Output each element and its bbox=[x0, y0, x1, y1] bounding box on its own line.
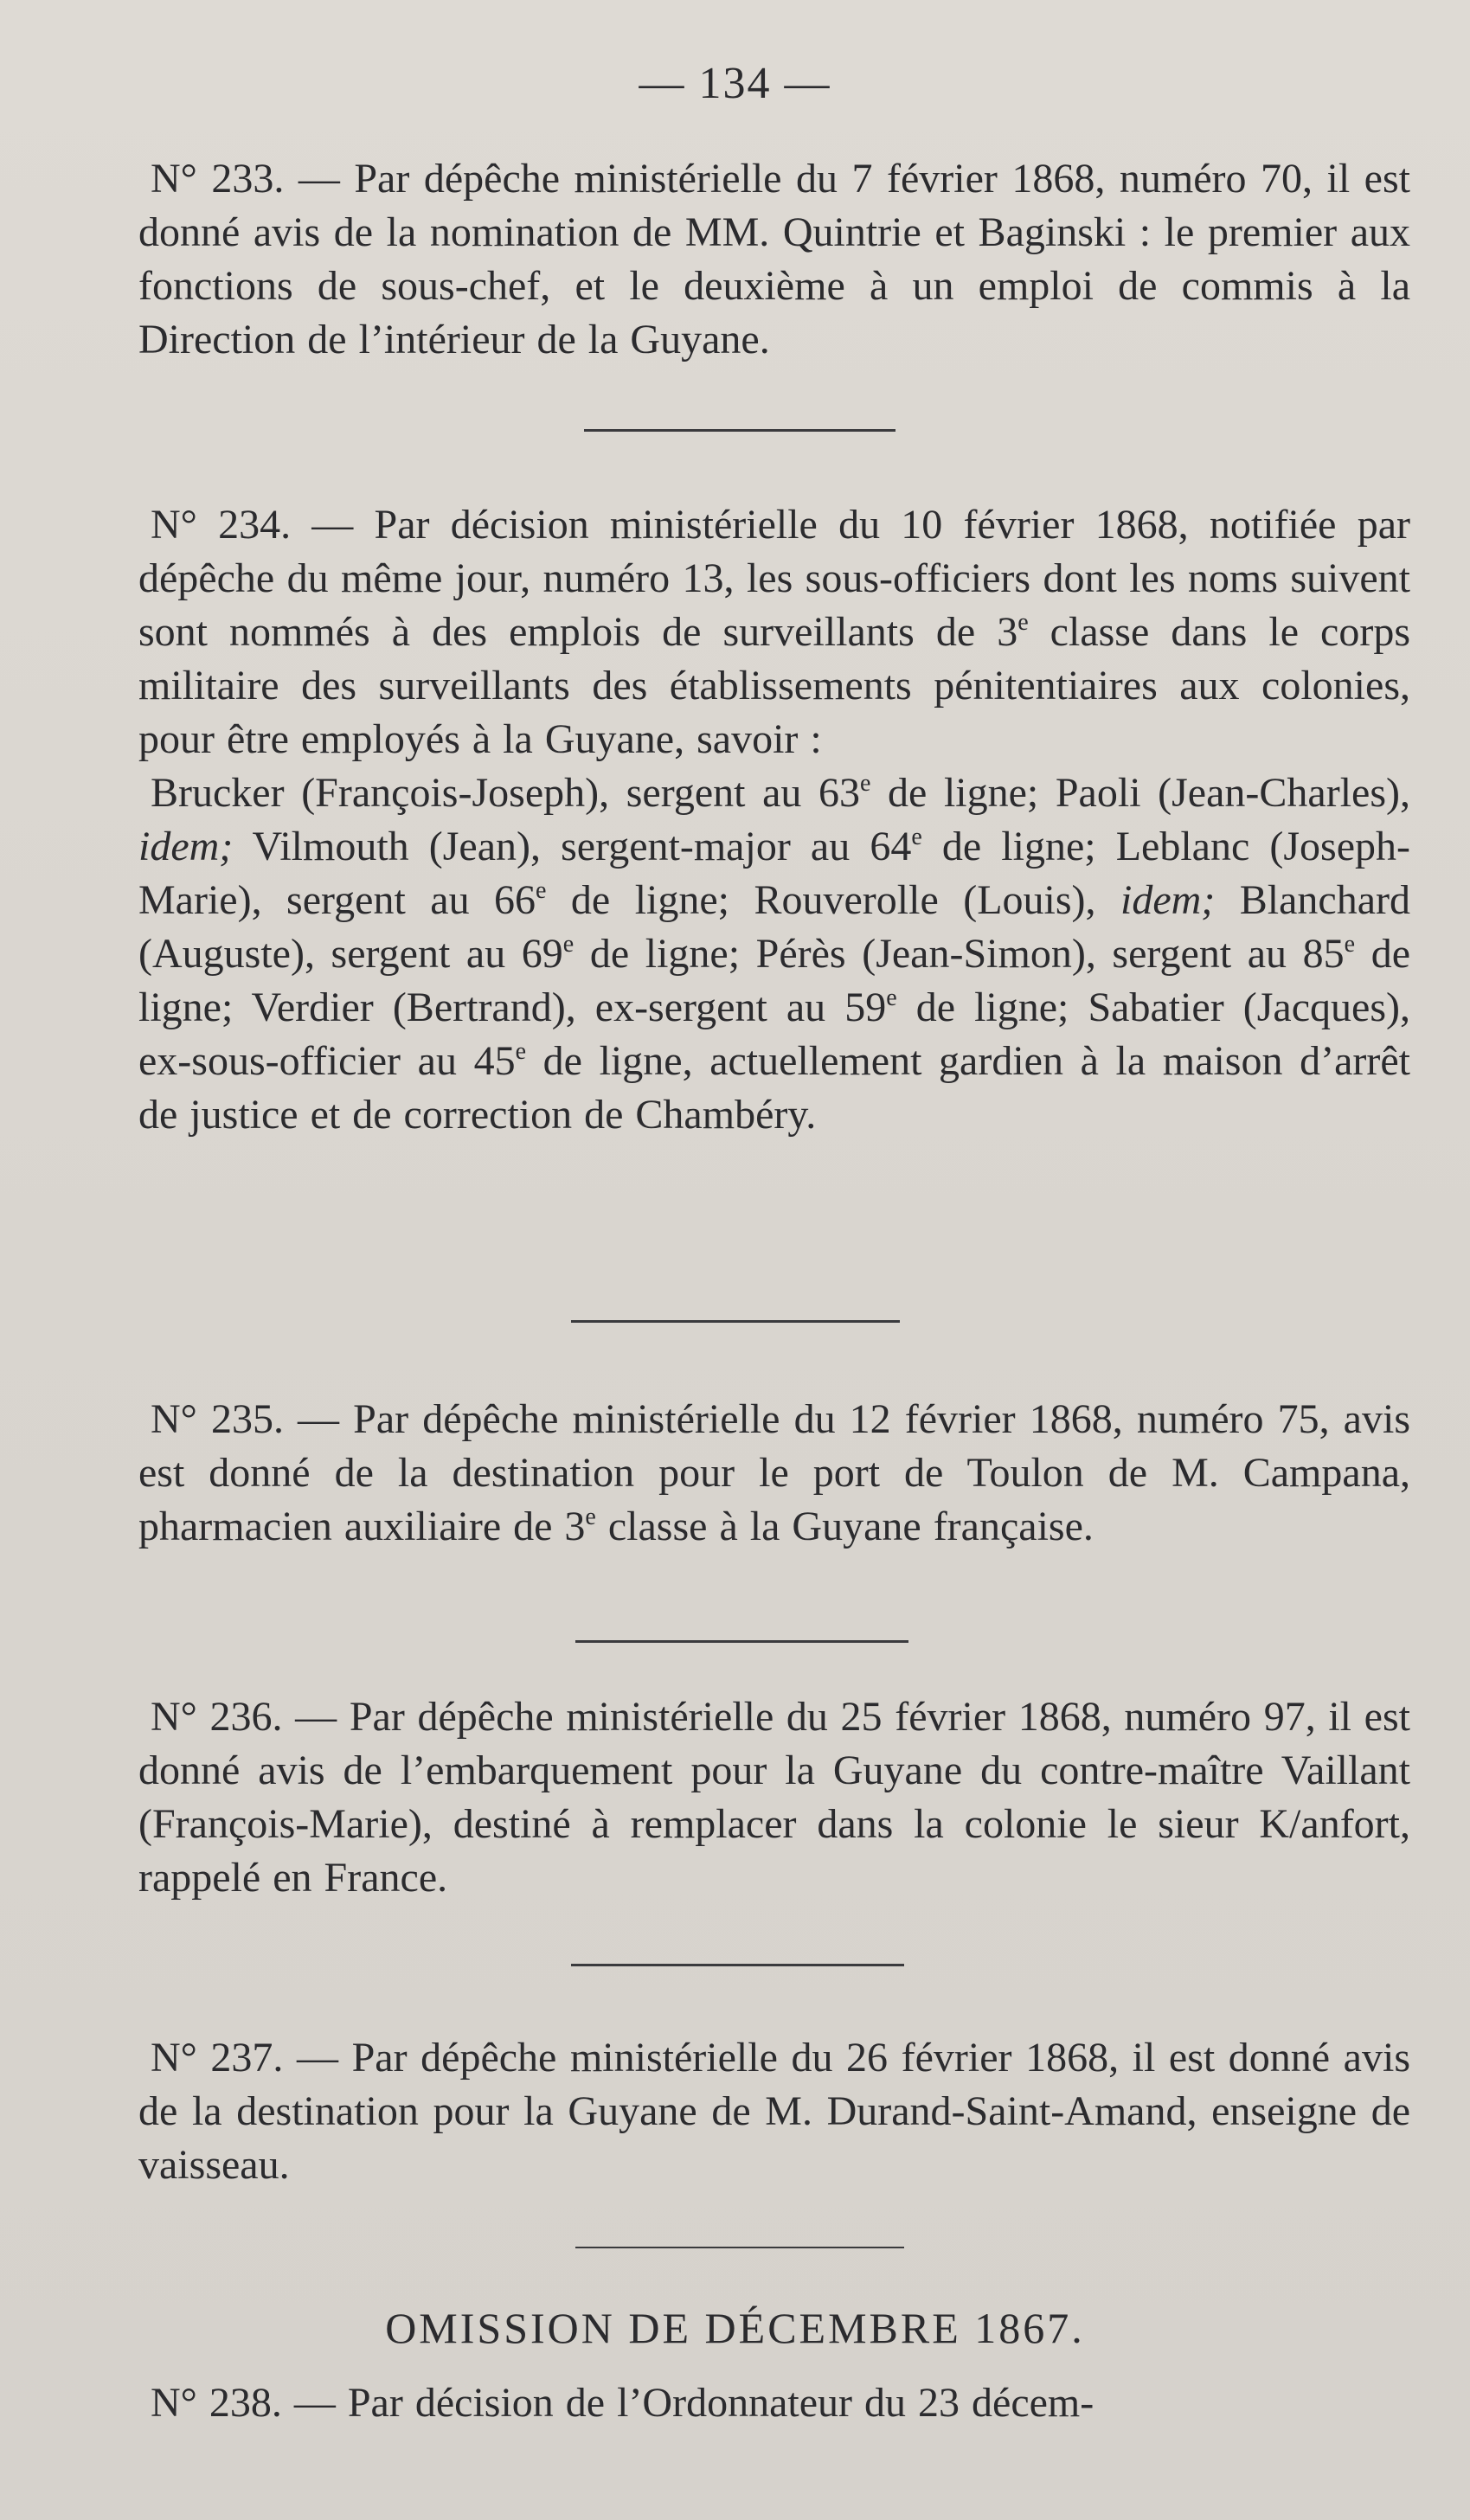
separator-rule bbox=[575, 1640, 908, 1643]
entry-234-list: Brucker (François-Joseph), sergent au 63e de ligne; Paoli (Jean-Charles), idem; Vilmouth (Jean), sergent-major au 64e de ligne; Leblanc (Joseph-Marie), sergent au 66e de ligne; Rouverolle (Louis), idem; Blanchard (Auguste), sergent au 69e de ligne; Pérès (Jean-Simon), sergent au 85e de ligne; Verdier (Bertrand), ex-sergent au 59e de ligne; Sabatier (Jacques), ex-sous-officier au 45e de ligne, actuellement gardien à la maison d’arrêt de justice et de correction de Chambéry. bbox=[138, 770, 1411, 1138]
entry-237-text: N° 237. — Par dépêche ministérielle du 26 février 1868, il est donné avis de la destination pour la Guyane de M. Durand-Saint-Amand, enseigne de vaisseau. bbox=[138, 2035, 1410, 2188]
separator-rule bbox=[584, 429, 895, 432]
entry-238 bbox=[138, 2376, 1410, 2430]
separator-rule bbox=[571, 1964, 904, 1966]
entry-235-text: N° 235. — Par dépêche ministérielle du 12 février 1868, numéro 75, avis est donné de la destination pour le port de Toulon de M. Campana, pharmacien auxiliaire de 3e classe à la Guyane française. bbox=[138, 1396, 1410, 1549]
page-number: — 134 — bbox=[639, 59, 831, 108]
entry-233-text: N° 233. — Par dépêche ministérielle du 7 février 1868, numéro 70, il est donné avis de la nomination de MM. Quintrie et Baginski : le premier aux fonctions de sous-chef, et le deuxième à un emploi de commis à la Direction de l’intérieur de la Guyane. bbox=[138, 156, 1410, 362]
entry-234 bbox=[138, 498, 1410, 1142]
entry-234-intro: N° 234. — Par décision ministérielle du 10 février 1868, notifiée par dépêche du même jour, numéro 13, les sous-officiers dont les noms suivent sont nommés à des emplois de surveillants de 3e classe dans le corps militaire des surveillants des établissements pénitentiaires aux colonies, pour être employés à la Guyane, savoir : bbox=[138, 502, 1411, 762]
entry-236 bbox=[138, 1690, 1410, 1905]
separator-rule bbox=[571, 1320, 900, 1323]
entry-238-text: N° 238. — Par décision de l’Ordonnateur du 23 décem- bbox=[151, 2380, 1094, 2426]
entry-235 bbox=[138, 1393, 1410, 1554]
entry-233 bbox=[138, 152, 1410, 367]
entry-236-text: N° 236. — Par dépêche ministérielle du 25 février 1868, numéro 97, il est donné avis de l’embarquement pour la Guyane du contre-maître Vaillant (François-Marie), destiné à remplacer dans la colonie le sieur K/anfort, rappelé en France. bbox=[138, 1694, 1410, 1901]
separator-rule bbox=[575, 2247, 904, 2248]
section-heading: OMISSION DE DÉCEMBRE 1867. bbox=[385, 2304, 1085, 2352]
entry-237 bbox=[138, 2031, 1410, 2192]
